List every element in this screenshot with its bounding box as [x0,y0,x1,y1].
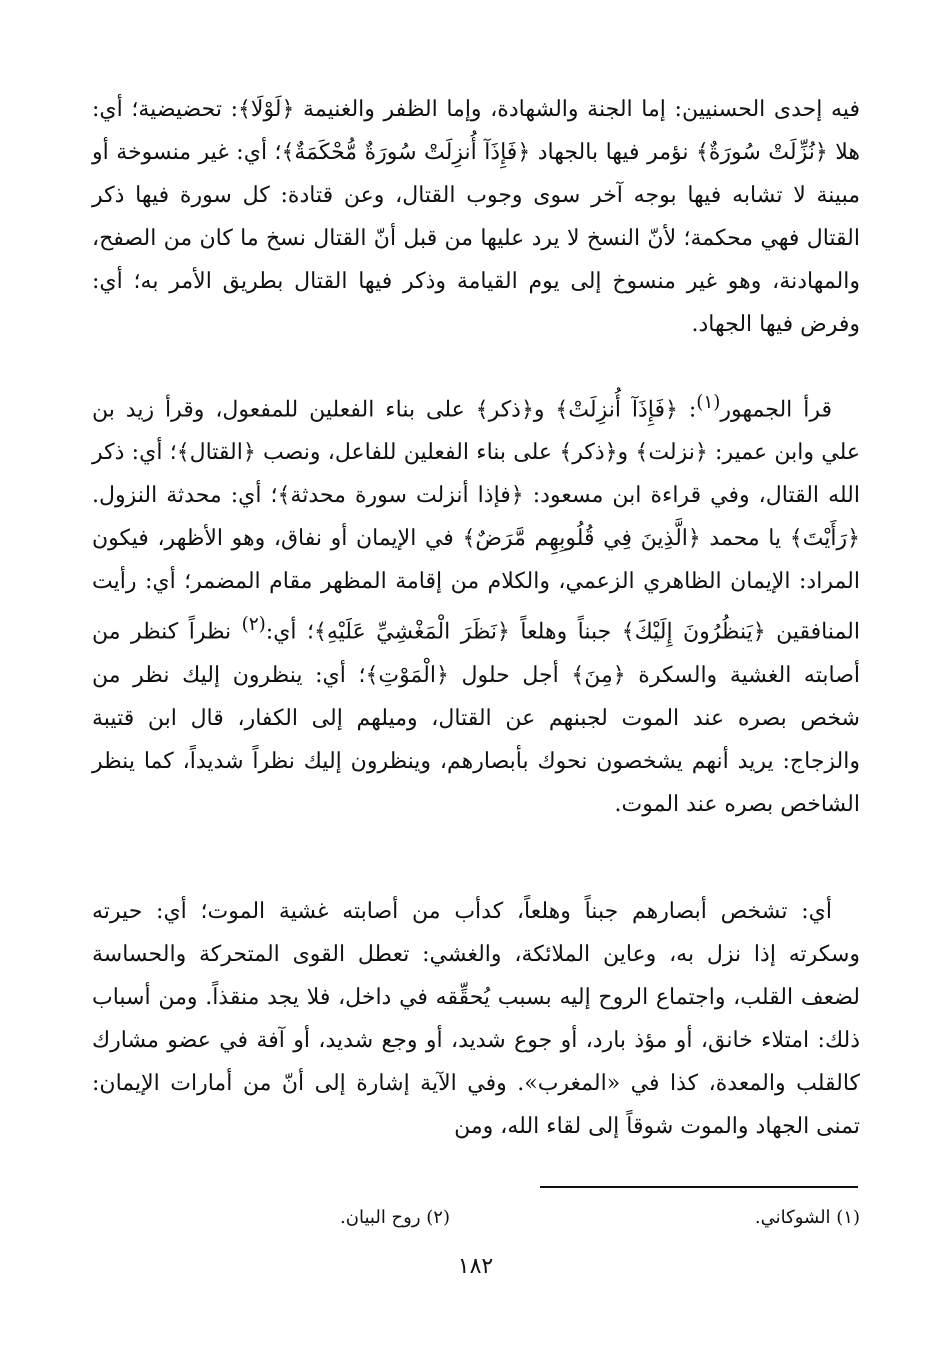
footnote-reference-1: (١) [696,392,721,413]
paragraph-text-start: قرأ الجمهور [720,397,832,423]
paragraph-text-middle: : ﴿فَإِذَآ أُنزِلَتْ﴾ و﴿ذكر﴾ على بناء الفعلين للمفعول، وقرأ زيد بن علي وابن عمير: ﴿نزلت﴾ و﴿ذكر﴾ على بناء الفعلين للفاعل، ونصب ﴿القتال﴾؛ أي: ذكر الله القتال، وفي قراءة ابن مسعود: ﴿فإذا أنزلت سورة محدثة﴾؛ أي: محدثة النزول. ﴿رَأَيْتَ﴾ يا محمد ﴿الَّذِينَ فِي قُلُوبِهِم مَّرَضٌ﴾ في الإيمان أو نفاق، وهو الأظهر، فيكون المراد: الإيمان الظاهري الزعمي، والكلام من إقامة المظهر مقام المضمر؛ أي: رأيت المنافقين ﴿يَنظُرُونَ إِلَيْكَ﴾ جبناً وهلعاً ﴿نَظَرَ الْمَغْشِيِّ عَلَيْهِ﴾؛ أي: [92,397,860,645]
paragraph-text: أي: تشخص أبصارهم جبناً وهلعاً، كدأب من أصابته غشية الموت؛ أي: حيرته وسكرته إذا نزل به، وعاين الملائكة، والغشي: تعطل القوى المتحركة والحساسة لضعف القلب، واجتماع الروح إليه بسبب يُحقِّقه في داخل، فلا يجد منقذاً. ومن أسباب ذلك: امتلاء خانق، أو مؤذ بارد، أو جوع شديد، أو وجع شديد، أو آفة في عضو مشارك كالقلب والمعدة، كذا في «المغرب». وفي الآية إشارة إلى أنّ من أمارات الإيمان: تمنى الجهاد والموت شوقاً إلى لقاء الله، ومن [92,899,860,1139]
page-number: ١٨٢ [457,1254,494,1279]
footnote-separator [540,1186,858,1188]
paragraph-text: فيه إحدى الحسنيين: إما الجنة والشهادة، وإما الظفر والغنيمة ﴿لَوْلَا﴾: تحضيضية؛ أي: هلا ﴿نُزِّلَتْ سُورَةٌ﴾ نؤمر فيها بالجهاد ﴿فَإِذَآ أُنزِلَتْ سُورَةٌ مُّحْكَمَةٌ﴾؛ أي: غير منسوخة أو مبينة لا تشابه فيها بوجه آخر سوى وجوب القتال، وعن قتادة: كل سورة فيها ذكر القتال فهي محكمة؛ لأنّ النسخ لا يرد عليها من قبل أنّ القتال نسخ ما كان من الصفح، والمهادنة، وهو غير منسوخ إلى يوم القيامة وذكر فيها القتال بطريق الأمر به؛ أي: وفرض فيها الجهاد. [92,97,860,337]
body-paragraph-2 [92,381,860,826]
footnote-1: (١) الشوكاني. [754,1207,860,1228]
paragraph-text-end: نظراً كنظر من أصابته الغشية والسكرة ﴿مِنَ﴾ أجل حلول ﴿الْمَوْتِ﴾؛ أي: ينظرون إليك نظر من شخص بصره عند الموت لجبنهم عن القتال، وميلهم إلى الكفار، قال ابن قتيبة والزجاج: يريد أنهم يشخصون نحوك بأبصارهم، وينظرون إليك نظراً شديداً، كما ينظر الشاخص بصره عند الموت. [92,619,860,817]
body-paragraph-3 [92,890,860,1148]
body-paragraph-1 [92,88,860,346]
footnote-2: (٢) روح البيان. [340,1207,450,1228]
footnote-reference-2: (٢) [241,614,266,636]
